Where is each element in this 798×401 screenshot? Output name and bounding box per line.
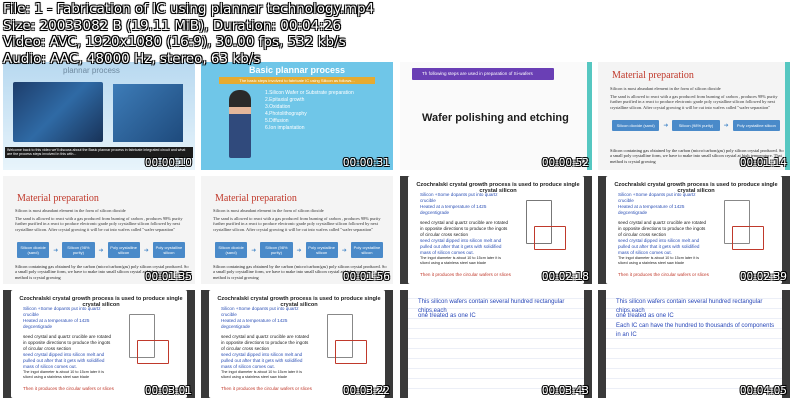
notebook-slide xyxy=(408,290,584,398)
note-line: Silicon +Some dopants put into quartz crucible xyxy=(23,306,101,317)
slide-footnote: Silicon containing gas obtained by the carbon (micro/carbon/gas) poly silicon crystal produced. So a small poly crystalline form, we have to make into small silicon crystal at high temperature. That method is crystal growing xyxy=(213,264,387,280)
flow-box: Silicon (98% purity) xyxy=(62,242,94,258)
slide-subtitle: The basic steps involved to fabricate IC using Silicon as follows... xyxy=(219,77,375,84)
note-line: seed crystal and quartz crucible are rotated in opposite directions to produce the ingots of circular cross section xyxy=(221,334,310,351)
circuit-photo xyxy=(13,82,103,142)
note-line: seed crystal dipped into silicon melt and pulled out after that it gets with solidified mass of silicon comes out. xyxy=(420,238,502,255)
slide-title: plannar process xyxy=(63,66,120,75)
note-line: one treated as one IC xyxy=(616,313,674,319)
file-name-line: File: 1 - Fabrication of IC using plannar technology.mp4 xyxy=(3,1,375,17)
note-line: seed crystal dipped into silicon melt and pulled out after that it gets with solidified mass of silicon comes out. xyxy=(221,352,303,369)
note-line: This silicon wafers contain several hundred rectangular chips,each xyxy=(418,299,565,314)
note-line: Heated at a temperature of 1425 degcentigrade xyxy=(221,318,288,329)
flow-box: Silicon dioxide (sand) xyxy=(215,242,247,258)
crucible-sketch xyxy=(137,340,169,364)
note-line: seed crystal and quartz crucible are rotated in opposite directions to produce the ingots of circular cross section xyxy=(618,220,707,237)
step-item: 1.Silicon Wafer or Substrate preparation xyxy=(265,90,354,96)
bullet-1: Silicon is most abundant element in the form of silicon dioxide xyxy=(213,208,324,213)
slide-heading: Wafer polishing and etching xyxy=(422,112,569,124)
video-info-line: Video: AVC, 1920x1080 (16:9), 30.00 fps, 532 kb/s xyxy=(3,34,346,51)
timestamp: 00:04:05 xyxy=(739,385,787,397)
notebook-slide xyxy=(606,176,782,284)
thumbnail-1[interactable] xyxy=(3,62,195,170)
thumbnail-10[interactable] xyxy=(201,290,393,398)
presenter-photo xyxy=(229,90,251,158)
note-line: Then it produces the circular wafers or slices xyxy=(618,272,709,277)
step-item: 6.Ion implantation xyxy=(265,125,305,131)
timestamp: 00:01:14 xyxy=(739,157,787,169)
notebook-slide xyxy=(606,290,782,398)
timestamp: 00:03:01 xyxy=(144,385,192,397)
crucible-sketch xyxy=(732,226,764,250)
note-line: seed crystal and quartz crucible are rotated in opposite directions to produce the ingots of circular cross section xyxy=(23,334,112,351)
timestamp: 00:02:18 xyxy=(541,271,589,283)
slide-title: Czochralski crystal growth process is used to produce single crystal silicon xyxy=(19,296,183,308)
note-line: Then it produces the circular wafers or slices xyxy=(221,386,312,391)
thumbnail-3[interactable] xyxy=(400,62,592,170)
note-line: one treated as one IC xyxy=(418,313,476,319)
notebook-slide xyxy=(209,290,385,398)
timestamp: 00:00:52 xyxy=(541,157,589,169)
step-item: 3.Oxidation xyxy=(265,104,291,110)
note-line: Then it produces the circular wafers or slices xyxy=(23,386,114,391)
flow-box: Poly crystalline silicon xyxy=(733,120,780,131)
arrow-icon: ➜ xyxy=(53,247,59,254)
slide-title: Basic plannar process xyxy=(248,65,346,75)
note-line: Each IC can have the hundred to thousands of components in an IC xyxy=(616,323,775,338)
thumbnail-11[interactable] xyxy=(400,290,592,398)
thumbnail-2[interactable] xyxy=(201,62,393,170)
arrow-icon: ➜ xyxy=(143,247,149,254)
bullet-1: Silicon is most abundant element in the form of silicon dioxide xyxy=(15,208,126,213)
note-line: seed crystal and quartz crucible are rotated in opposite directions to produce the ingots of circular cross section xyxy=(420,220,509,237)
timestamp: 00:03:43 xyxy=(541,385,589,397)
slide-title: Czochralski crystal growth process is used to produce single crystal silicon xyxy=(217,296,381,308)
bullet-2: The sand is allowed to react with a gas produced from burning of carbon , produces 98% purity further purified in a react to produce electronic grade poly crystalline silicon followed by next crystalline silicon. After crystal growing it will be cut into wafers called "wafer separation" xyxy=(15,216,183,232)
arrow-icon: ➜ xyxy=(663,123,669,129)
timestamp: 00:03:22 xyxy=(342,385,390,397)
bullet-2: The sand is allowed to react with a gas produced from burning of carbon , produces 98% purity further purified in a react to produce electronic grade poly crystalline silicon followed by next crystalline silicon. After crystal growing it will be cut into wafers called "wafer separation" xyxy=(213,216,381,232)
thumbnail-9[interactable] xyxy=(3,290,195,398)
crucible-sketch xyxy=(534,226,566,250)
teal-border-decor xyxy=(785,62,790,170)
flow-box: Silicon dioxide (sand) xyxy=(17,242,49,258)
timestamp: 00:00:10 xyxy=(144,157,192,169)
slide-footnote: Silicon containing gas obtained by the carbon (micro/carbon/gas) poly silicon crystal produced. So a small poly crystalline form, we have to make into small silicon crystal at high temperature. That method is crystal growing xyxy=(610,148,784,164)
step-item: 4.Photolithography xyxy=(265,111,307,117)
slide-title: Czochralski crystal growth process is used to produce single crystal silicon xyxy=(614,182,778,194)
notebook-slide xyxy=(11,290,187,398)
flow-box: Poly crystalline silicon xyxy=(108,242,140,258)
flow-box: Silicon (98% purity) xyxy=(672,120,719,131)
timestamp: 00:01:35 xyxy=(144,271,192,283)
thumbnail-5[interactable] xyxy=(3,176,195,284)
slide-title: Material preparation xyxy=(215,193,297,204)
crucible-sketch xyxy=(335,340,367,364)
note-line: Then it produces the circular wafers or slices xyxy=(420,272,511,277)
note-line: The ingot diameter is about 10 to 15cm later it is sliced using a stainless steel saw blade xyxy=(221,370,303,379)
timestamp: 00:01:56 xyxy=(342,271,390,283)
note-line: This silicon wafers contain several hundred rectangular chips,each xyxy=(616,299,763,314)
chip-photo xyxy=(113,84,183,142)
file-size-line: Size: 20033082 B (19.11 MiB), Duration: 00:04:26 xyxy=(3,17,341,34)
flow-box: Silicon (98% purity) xyxy=(260,242,292,258)
slide-title: Czochralski crystal growth process is used to produce single crystal silicon xyxy=(416,182,580,194)
note-line: The ingot diameter is about 10 to 15cm later it is sliced using a stainless steel saw blade xyxy=(618,256,700,265)
process-flow xyxy=(17,242,185,258)
timestamp: 00:00:31 xyxy=(342,157,390,169)
process-flow xyxy=(215,242,383,258)
arrow-icon: ➜ xyxy=(296,247,302,254)
step-item: 2.Epitaxial growth xyxy=(265,97,305,103)
note-line: seed crystal dipped into silicon melt and pulled out after that it gets with solidified mass of silicon comes out. xyxy=(23,352,105,369)
arrow-icon: ➜ xyxy=(251,247,257,254)
process-flow xyxy=(612,120,780,131)
arrow-icon: ➜ xyxy=(98,247,104,254)
thumbnail-8[interactable] xyxy=(598,176,790,284)
timestamp: 00:02:39 xyxy=(739,271,787,283)
bullet-2: The sand is allowed to react with a gas produced from burning of carbon , produces 98% purity further purified in a react to produce electronic grade poly crystalline silicon followed by next crystalline silicon. After crystal growing it will be cut into wafers called "wafer separation" xyxy=(610,94,778,110)
slide-footnote: Silicon containing gas obtained by the carbon (micro/carbon/gas) poly silicon crystal produced. So a small poly crystalline form, we have to make into small silicon crystal at high temperature. That method is crystal growing xyxy=(15,264,189,280)
teal-border-decor xyxy=(587,62,592,170)
note-line: Silicon +Some dopants put into quartz crucible xyxy=(221,306,299,317)
thumbnail-6[interactable] xyxy=(201,176,393,284)
note-line: The ingot diameter is about 10 to 15cm later it is sliced using a stainless steel saw blade xyxy=(420,256,502,265)
flow-box: Poly crystalline silicon xyxy=(351,242,383,258)
subtitle-caption: Welcome back to this video we'll discuss about the Basic plannar process in fabricate integrated circuit and what are the process steps involved in this with... xyxy=(5,147,193,158)
flow-box: Poly crystalline silicon xyxy=(306,242,338,258)
note-line: The ingot diameter is about 10 to 15cm later it is sliced using a stainless steel saw blade xyxy=(23,370,105,379)
note-line: Heated at a temperature of 1425 degcentigrade xyxy=(618,204,685,215)
arrow-icon: ➜ xyxy=(341,247,347,254)
file-info-overlay xyxy=(3,1,374,67)
note-line: Heated at a temperature of 1425 degcentigrade xyxy=(23,318,90,329)
note-line: Heated at a temperature of 1425 degcentigrade xyxy=(420,204,487,215)
arrow-icon: ➜ xyxy=(723,123,729,129)
step-item: 5.Diffusion xyxy=(265,118,289,124)
steps-list xyxy=(265,90,354,132)
slide-title: Material preparation xyxy=(612,70,694,81)
flow-box: Poly crystalline silicon xyxy=(153,242,185,258)
notebook-slide xyxy=(408,176,584,284)
audio-info-line: Audio: AAC, 48000 Hz, stereo, 63 kb/s xyxy=(3,50,261,67)
thumbnail-4[interactable] xyxy=(598,62,790,170)
flow-box: Silicon dioxide (sand) xyxy=(612,120,659,131)
slide-title: Material preparation xyxy=(17,193,99,204)
note-line: Silicon +Some dopants put into quartz crucible xyxy=(618,192,696,203)
note-line: Silicon +Some dopants put into quartz crucible xyxy=(420,192,498,203)
top-banner: Th following steps are used in preparation of Si-wafers xyxy=(412,68,554,80)
thumbnail-12[interactable] xyxy=(598,290,790,398)
note-line: seed crystal dipped into silicon melt and pulled out after that it gets with solidified mass of silicon comes out. xyxy=(618,238,700,255)
bullet-1: Silicon is most abundant element in the form of silicon dioxide xyxy=(610,86,721,91)
thumbnail-7[interactable] xyxy=(400,176,592,284)
